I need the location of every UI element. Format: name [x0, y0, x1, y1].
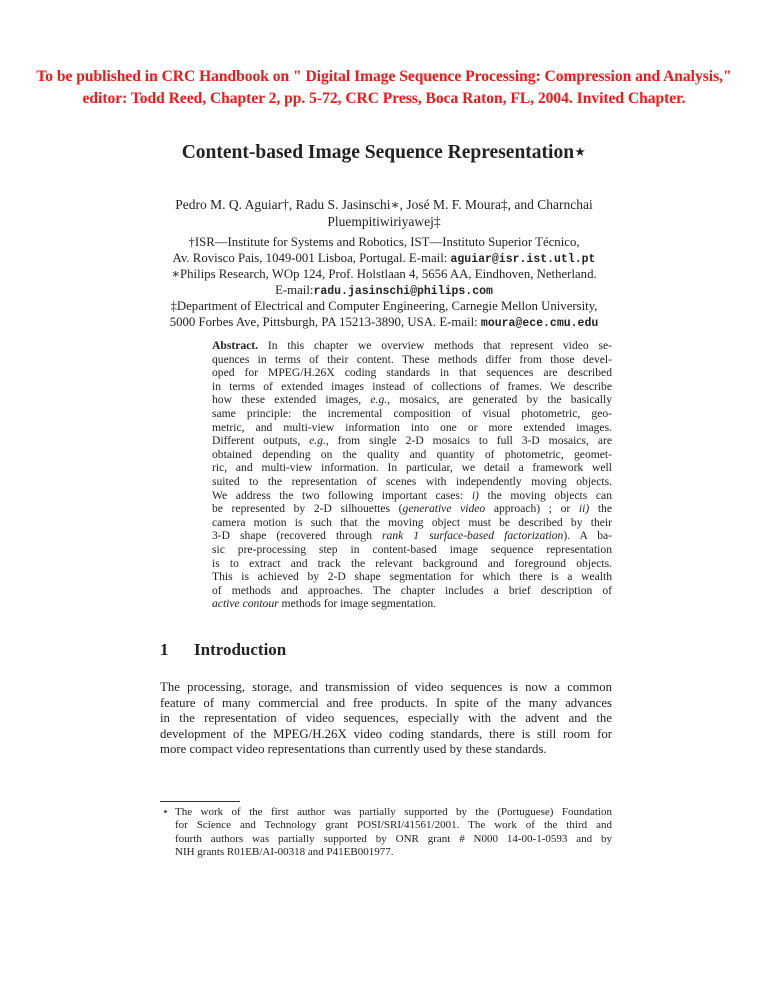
abstract-text: suited to the representation of scenes with independently moving objects. [212, 474, 612, 488]
abstract-line [212, 380, 612, 394]
abstract-text: quences in terms of their content. These methods differ from those devel- [212, 352, 612, 366]
abstract-text: approach) ; or [485, 502, 579, 516]
abstract-text: e.g. [370, 393, 388, 407]
affiliation-line: †ISR—Institute for Systems and Robotics, IST—Instituto Superior Técnico, [188, 235, 580, 249]
abstract-line [212, 489, 612, 503]
abstract-line [212, 461, 612, 475]
abstract-text: This is achieved by 2-D shape segmentation for which there is a wealth [212, 570, 612, 584]
abstract-text: is to extract and track the relevant background and foreground objects. [212, 556, 612, 570]
footnote-line: The work of the first author was partially supported by the (Portuguese) Foundation [175, 806, 612, 818]
section-title: Introduction [194, 640, 287, 659]
intro-paragraph [160, 680, 612, 758]
email-address: aguiar@isr.ist.utl.pt [450, 252, 596, 266]
footnote-line: for Science and Technology grant POSI/SRI/41561/2001. The work of the third and [175, 819, 612, 832]
abstract-text: obtained depending on the quality and quantity of photometric, geomet- [212, 447, 612, 461]
abstract-line [212, 529, 612, 543]
abstract-line [212, 407, 612, 421]
affiliation-line [100, 315, 668, 332]
email-address: moura@ece.cmu.edu [480, 316, 599, 330]
author-line: Pedro M. Q. Aguiar†, Radu S. Jasinschi∗, José M. F. Moura‡, and Charnchai [175, 197, 593, 212]
abstract-text: ric, and multi-view information. In particular, we detail a framework well [212, 461, 612, 475]
abstract-text: metric, and multi-view information into one or more extended images. [212, 420, 612, 434]
affiliation-line [100, 283, 668, 300]
intro-line: development of the MPEG/H.26X video coding standards, there is still room for [160, 726, 612, 741]
abstract-line [212, 502, 612, 516]
paper-title: Content-based Image Sequence Representation⋆ [181, 142, 587, 163]
abstract-text: oped for MPEG/H.26X coding standards in that sequences are described [212, 366, 612, 380]
abstract-line [212, 339, 612, 353]
publication-note [0, 66, 768, 110]
affiliation-line: ∗Philips Research, WOp 124, Prof. Holstlaan 4, 5656 AA, Eindhoven, Netherland. [171, 267, 597, 282]
abstract-text: the moving objects can [478, 488, 612, 502]
section-heading [160, 640, 286, 660]
abstract-text: Different outputs, [212, 434, 310, 448]
abstract-text: generative video [402, 502, 486, 516]
abstract-text: same principle: the incremental composition of visual photometric, geo- [212, 406, 612, 420]
author-line: Pluempitiwiriyawej‡ [327, 214, 441, 229]
footnote [160, 806, 612, 860]
abstract-text: ii) [578, 502, 590, 516]
abstract-line [212, 366, 612, 380]
abstract-text: methods for image segmentation. [278, 597, 437, 611]
abstract-text: camera motion is such that the moving object must be described by their [212, 515, 612, 529]
abstract-line [212, 570, 612, 584]
section-number: 1 [160, 640, 169, 659]
abstract-line [212, 584, 612, 598]
author-list [150, 196, 618, 230]
abstract-line [212, 557, 612, 571]
abstract-text: sic pre-processing step in content-based image sequence representation [212, 542, 612, 556]
abstract-text: , from single 2-D mosaics to full 3-D mosaics, are [325, 434, 612, 448]
intro-line: feature of many commercial and free products. In spite of the many advances [160, 695, 612, 710]
abstract-label: Abstract. [212, 339, 259, 352]
abstract-text: active contour [212, 597, 279, 611]
abstract-text: We address the two following important cases: [212, 488, 472, 502]
affiliation-line: ‡Department of Electrical and Computer Engineering, Carnegie Mellon University, [170, 299, 598, 314]
intro-line: in the representation of video sequences, especially with the advent and the [160, 711, 612, 726]
abstract [212, 339, 612, 611]
abstract-text: 3-D shape (recovered through [212, 529, 383, 543]
affiliations [100, 235, 668, 332]
abstract-text: In this chapter we overview methods that represent video se- [258, 339, 612, 352]
abstract-line [212, 353, 612, 367]
abstract-line [212, 543, 612, 557]
affiliation-text: E-mail: [275, 282, 314, 297]
abstract-text: be represented by 2-D silhouettes ( [212, 502, 403, 516]
intro-line: more compact video representations than currently used by these standards. [160, 742, 547, 757]
footnote-line: NIH grants R01EB/AI-00318 and P41EB001977. [175, 846, 394, 859]
footnote-mark: ⋆ [162, 806, 169, 818]
footnote-rule [160, 801, 240, 802]
publication-note-line: To be published in CRC Handbook on " Digital Image Sequence Processing: Compression and Analysis," [36, 68, 732, 85]
email-address: radu.jasinschi@philips.com [313, 284, 493, 298]
abstract-text: rank 1 surface-based factorization [382, 529, 564, 543]
abstract-text: how these extended images, [212, 393, 371, 407]
abstract-text: of methods and approaches. The chapter includes a brief description of [212, 583, 612, 597]
abstract-text: , mosaics, are generated by the basically [387, 393, 613, 407]
affiliation-text: Av. Rovisco Pais, 1049-001 Lisboa, Portugal. E-mail: [172, 250, 451, 265]
abstract-line [212, 434, 612, 448]
abstract-line [212, 475, 612, 489]
affiliation-text: 5000 Forbes Ave, Pittsburgh, PA 15213-3890, USA. E-mail: [169, 314, 481, 329]
abstract-text: in terms of extended images instead of collections of frames. We describe [212, 379, 612, 393]
abstract-line [212, 393, 612, 407]
intro-line: The processing, storage, and transmission of video sequences is now a common [160, 680, 612, 694]
abstract-line [212, 448, 612, 462]
abstract-line [212, 516, 612, 530]
abstract-text: ). A ba- [563, 529, 612, 543]
abstract-text: i) [471, 488, 479, 502]
abstract-text: the [589, 502, 612, 516]
abstract-line [212, 421, 612, 435]
affiliation-line [100, 251, 668, 268]
abstract-text: e.g. [309, 434, 326, 448]
footnote-line: fourth authors was partially supported by ONR grant # N000 14-00-1-0593 and by [175, 832, 612, 845]
publication-note-line: editor: Todd Reed, Chapter 2, pp. 5-72, CRC Press, Boca Raton, FL, 2004. Invited Chapter. [82, 90, 686, 107]
abstract-line [212, 597, 612, 611]
